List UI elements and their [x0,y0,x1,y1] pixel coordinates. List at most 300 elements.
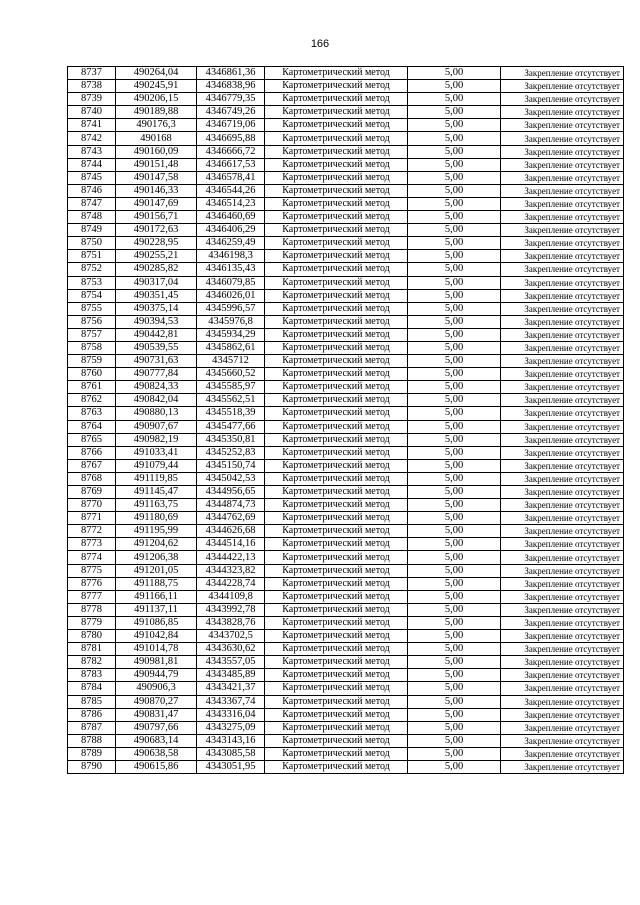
x-coordinate-cell: 490317,04 [116,276,197,289]
point-number-cell: 8744 [68,158,116,171]
accuracy-cell: 5,00 [408,682,501,695]
table-row [68,616,624,629]
point-number-cell: 8751 [68,250,116,263]
accuracy-cell: 5,00 [408,106,501,119]
table-row [68,132,624,145]
fixing-status-cell: Закрепление отсутствует [501,590,624,603]
y-coordinate-cell: 4343828,76 [197,616,265,629]
method-cell: Картометрический метод [265,551,408,564]
accuracy-cell: 5,00 [408,276,501,289]
table-row [68,145,624,158]
fixing-status-cell: Закрепление отсутствует [501,250,624,263]
fixing-status-cell: Закрепление отсутствует [501,394,624,407]
fixing-status-cell: Закрепление отсутствует [501,682,624,695]
fixing-status-cell: Закрепление отсутствует [501,564,624,577]
y-coordinate-cell: 4346861,36 [197,67,265,80]
table-row [68,315,624,328]
point-number-cell: 8775 [68,564,116,577]
method-cell: Картометрический метод [265,341,408,354]
y-coordinate-cell: 4345350,81 [197,433,265,446]
y-coordinate-cell: 4345976,8 [197,315,265,328]
x-coordinate-cell: 490842,04 [116,394,197,407]
accuracy-cell: 5,00 [408,80,501,93]
fixing-status-cell: Закрепление отсутствует [501,145,624,158]
accuracy-cell: 5,00 [408,355,501,368]
fixing-status-cell: Закрепление отсутствует [501,381,624,394]
point-number-cell: 8760 [68,368,116,381]
y-coordinate-cell: 4344874,73 [197,499,265,512]
method-cell: Картометрический метод [265,721,408,734]
table-row [68,682,624,695]
method-cell: Картометрический метод [265,433,408,446]
fixing-status-cell: Закрепление отсутствует [501,171,624,184]
point-number-cell: 8784 [68,682,116,695]
table-row [68,407,624,420]
method-cell: Картометрический метод [265,132,408,145]
point-number-cell: 8766 [68,446,116,459]
y-coordinate-cell: 4344228,74 [197,577,265,590]
point-number-cell: 8755 [68,302,116,315]
fixing-status-cell: Закрепление отсутствует [501,551,624,564]
table-row [68,276,624,289]
accuracy-cell: 5,00 [408,695,501,708]
method-cell: Картометрический метод [265,695,408,708]
x-coordinate-cell: 490375,14 [116,302,197,315]
point-number-cell: 8737 [68,67,116,80]
method-cell: Картометрический метод [265,538,408,551]
accuracy-cell: 5,00 [408,616,501,629]
fixing-status-cell: Закрепление отсутствует [501,315,624,328]
x-coordinate-cell: 490981,81 [116,656,197,669]
fixing-status-cell: Закрепление отсутствует [501,616,624,629]
point-number-cell: 8745 [68,171,116,184]
accuracy-cell: 5,00 [408,747,501,760]
y-coordinate-cell: 4343367,74 [197,695,265,708]
table-row [68,171,624,184]
y-coordinate-cell: 4345712 [197,355,265,368]
table-row [68,747,624,760]
accuracy-cell: 5,00 [408,224,501,237]
fixing-status-cell: Закрепление отсутствует [501,721,624,734]
accuracy-cell: 5,00 [408,171,501,184]
accuracy-cell: 5,00 [408,577,501,590]
table-row [68,630,624,643]
x-coordinate-cell: 490731,63 [116,355,197,368]
point-number-cell: 8790 [68,760,116,773]
table-row [68,237,624,250]
table-row [68,643,624,656]
method-cell: Картометрический метод [265,708,408,721]
x-coordinate-cell: 490147,58 [116,171,197,184]
y-coordinate-cell: 4346198,3 [197,250,265,263]
y-coordinate-cell: 4343485,89 [197,669,265,682]
page-number: 166 [310,38,330,50]
fixing-status-cell: Закрепление отсутствует [501,472,624,485]
fixing-status-cell: Закрепление отсутствует [501,708,624,721]
fixing-status-cell: Закрепление отсутствует [501,433,624,446]
point-number-cell: 8743 [68,145,116,158]
x-coordinate-cell: 490539,55 [116,341,197,354]
y-coordinate-cell: 4346695,88 [197,132,265,145]
accuracy-cell: 5,00 [408,93,501,106]
accuracy-cell: 5,00 [408,145,501,158]
point-number-cell: 8789 [68,747,116,760]
x-coordinate-cell: 491204,62 [116,538,197,551]
accuracy-cell: 5,00 [408,669,501,682]
y-coordinate-cell: 4343992,78 [197,603,265,616]
fixing-status-cell: Закрепление отсутствует [501,407,624,420]
fixing-status-cell: Закрепление отсутствует [501,197,624,210]
method-cell: Картометрический метод [265,420,408,433]
table-row [68,67,624,80]
accuracy-cell: 5,00 [408,302,501,315]
accuracy-cell: 5,00 [408,603,501,616]
y-coordinate-cell: 4346544,26 [197,184,265,197]
fixing-status-cell: Закрепление отсутствует [501,446,624,459]
accuracy-cell: 5,00 [408,564,501,577]
accuracy-cell: 5,00 [408,158,501,171]
point-number-cell: 8757 [68,328,116,341]
fixing-status-cell: Закрепление отсутствует [501,459,624,472]
accuracy-cell: 5,00 [408,263,501,276]
table-row [68,368,624,381]
method-cell: Картометрический метод [265,381,408,394]
x-coordinate-cell: 490264,04 [116,67,197,80]
x-coordinate-cell: 490906,3 [116,682,197,695]
x-coordinate-cell: 490245,91 [116,80,197,93]
method-cell: Картометрический метод [265,407,408,420]
fixing-status-cell: Закрепление отсутствует [501,211,624,224]
y-coordinate-cell: 4346666,72 [197,145,265,158]
table-row [68,106,624,119]
table-row [68,590,624,603]
method-cell: Картометрический метод [265,289,408,302]
point-number-cell: 8781 [68,643,116,656]
fixing-status-cell: Закрепление отсутствует [501,368,624,381]
table-row [68,760,624,773]
fixing-status-cell: Закрепление отсутствует [501,132,624,145]
point-number-cell: 8749 [68,224,116,237]
method-cell: Картометрический метод [265,302,408,315]
point-number-cell: 8746 [68,184,116,197]
y-coordinate-cell: 4346578,41 [197,171,265,184]
y-coordinate-cell: 4344626,68 [197,525,265,538]
table-row [68,446,624,459]
method-cell: Картометрический метод [265,486,408,499]
x-coordinate-cell: 490683,14 [116,734,197,747]
method-cell: Картометрический метод [265,630,408,643]
fixing-status-cell: Закрепление отсутствует [501,486,624,499]
accuracy-cell: 5,00 [408,211,501,224]
fixing-status-cell: Закрепление отсутствует [501,603,624,616]
point-number-cell: 8764 [68,420,116,433]
table-row [68,695,624,708]
fixing-status-cell: Закрепление отсутствует [501,341,624,354]
point-number-cell: 8779 [68,616,116,629]
y-coordinate-cell: 4345150,74 [197,459,265,472]
point-number-cell: 8739 [68,93,116,106]
method-cell: Картометрический метод [265,747,408,760]
y-coordinate-cell: 4344956,65 [197,486,265,499]
fixing-status-cell: Закрепление отсутствует [501,158,624,171]
y-coordinate-cell: 4345477,66 [197,420,265,433]
point-number-cell: 8773 [68,538,116,551]
accuracy-cell: 5,00 [408,590,501,603]
x-coordinate-cell: 491195,99 [116,525,197,538]
x-coordinate-cell: 490189,88 [116,106,197,119]
fixing-status-cell: Закрепление отсутствует [501,119,624,132]
y-coordinate-cell: 4346617,53 [197,158,265,171]
y-coordinate-cell: 4343630,62 [197,643,265,656]
fixing-status-cell: Закрепление отсутствует [501,80,624,93]
y-coordinate-cell: 4346026,01 [197,289,265,302]
y-coordinate-cell: 4344422,13 [197,551,265,564]
fixing-status-cell: Закрепление отсутствует [501,734,624,747]
x-coordinate-cell: 491014,78 [116,643,197,656]
table-row [68,564,624,577]
accuracy-cell: 5,00 [408,721,501,734]
x-coordinate-cell: 490151,48 [116,158,197,171]
method-cell: Картометрический метод [265,603,408,616]
fixing-status-cell: Закрепление отсутствует [501,525,624,538]
table-row [68,551,624,564]
method-cell: Картометрический метод [265,734,408,747]
point-number-cell: 8756 [68,315,116,328]
point-number-cell: 8754 [68,289,116,302]
point-number-cell: 8785 [68,695,116,708]
x-coordinate-cell: 491201,05 [116,564,197,577]
x-coordinate-cell: 490146,33 [116,184,197,197]
table-row [68,341,624,354]
table-row [68,289,624,302]
y-coordinate-cell: 4346135,43 [197,263,265,276]
method-cell: Картометрический метод [265,472,408,485]
method-cell: Картометрический метод [265,119,408,132]
table-row [68,721,624,734]
accuracy-cell: 5,00 [408,512,501,525]
x-coordinate-cell: 491033,41 [116,446,197,459]
point-number-cell: 8740 [68,106,116,119]
x-coordinate-cell: 491163,75 [116,499,197,512]
coordinates-table-body [68,67,624,774]
x-coordinate-cell: 491119,85 [116,472,197,485]
method-cell: Картометрический метод [265,224,408,237]
y-coordinate-cell: 4344323,82 [197,564,265,577]
accuracy-cell: 5,00 [408,184,501,197]
x-coordinate-cell: 490255,21 [116,250,197,263]
method-cell: Картометрический метод [265,525,408,538]
y-coordinate-cell: 4346749,26 [197,106,265,119]
x-coordinate-cell: 490147,69 [116,197,197,210]
x-coordinate-cell: 490172,63 [116,224,197,237]
fixing-status-cell: Закрепление отсутствует [501,93,624,106]
fixing-status-cell: Закрепление отсутствует [501,656,624,669]
accuracy-cell: 5,00 [408,394,501,407]
accuracy-cell: 5,00 [408,525,501,538]
accuracy-cell: 5,00 [408,551,501,564]
accuracy-cell: 5,00 [408,630,501,643]
x-coordinate-cell: 491086,85 [116,616,197,629]
fixing-status-cell: Закрепление отсутствует [501,237,624,250]
table-row [68,433,624,446]
fixing-status-cell: Закрепление отсутствует [501,106,624,119]
accuracy-cell: 5,00 [408,472,501,485]
x-coordinate-cell: 490176,3 [116,119,197,132]
table-row [68,184,624,197]
accuracy-cell: 5,00 [408,708,501,721]
point-number-cell: 8759 [68,355,116,368]
method-cell: Картометрический метод [265,564,408,577]
y-coordinate-cell: 4343316,04 [197,708,265,721]
x-coordinate-cell: 490206,15 [116,93,197,106]
point-number-cell: 8762 [68,394,116,407]
fixing-status-cell: Закрепление отсутствует [501,420,624,433]
accuracy-cell: 5,00 [408,538,501,551]
table-row [68,459,624,472]
x-coordinate-cell: 490982,19 [116,433,197,446]
point-number-cell: 8772 [68,525,116,538]
y-coordinate-cell: 4345042,53 [197,472,265,485]
x-coordinate-cell: 490824,33 [116,381,197,394]
method-cell: Картометрический метод [265,669,408,682]
point-number-cell: 8758 [68,341,116,354]
table-row [68,420,624,433]
point-number-cell: 8771 [68,512,116,525]
table-row [68,119,624,132]
method-cell: Картометрический метод [265,499,408,512]
y-coordinate-cell: 4346406,29 [197,224,265,237]
x-coordinate-cell: 491206,38 [116,551,197,564]
method-cell: Картометрический метод [265,459,408,472]
x-coordinate-cell: 490168 [116,132,197,145]
table-row [68,499,624,512]
table-row [68,603,624,616]
method-cell: Картометрический метод [265,394,408,407]
table-row [68,512,624,525]
method-cell: Картометрический метод [265,577,408,590]
point-number-cell: 8747 [68,197,116,210]
y-coordinate-cell: 4345862,61 [197,341,265,354]
method-cell: Картометрический метод [265,80,408,93]
point-number-cell: 8748 [68,211,116,224]
accuracy-cell: 5,00 [408,250,501,263]
fixing-status-cell: Закрепление отсутствует [501,499,624,512]
x-coordinate-cell: 490880,13 [116,407,197,420]
y-coordinate-cell: 4343085,58 [197,747,265,760]
point-number-cell: 8752 [68,263,116,276]
accuracy-cell: 5,00 [408,315,501,328]
point-number-cell: 8776 [68,577,116,590]
table-row [68,302,624,315]
point-number-cell: 8783 [68,669,116,682]
x-coordinate-cell: 491079,44 [116,459,197,472]
table-row [68,211,624,224]
x-coordinate-cell: 490228,95 [116,237,197,250]
point-number-cell: 8788 [68,734,116,747]
accuracy-cell: 5,00 [408,289,501,302]
accuracy-cell: 5,00 [408,656,501,669]
point-number-cell: 8763 [68,407,116,420]
y-coordinate-cell: 4346259,49 [197,237,265,250]
table-row [68,656,624,669]
method-cell: Картометрический метод [265,276,408,289]
y-coordinate-cell: 4343557,05 [197,656,265,669]
fixing-status-cell: Закрепление отсутствует [501,263,624,276]
table-row [68,197,624,210]
y-coordinate-cell: 4346079,85 [197,276,265,289]
accuracy-cell: 5,00 [408,341,501,354]
method-cell: Картометрический метод [265,237,408,250]
accuracy-cell: 5,00 [408,433,501,446]
y-coordinate-cell: 4345252,83 [197,446,265,459]
method-cell: Картометрический метод [265,145,408,158]
fixing-status-cell: Закрепление отсутствует [501,669,624,682]
accuracy-cell: 5,00 [408,643,501,656]
table-row [68,250,624,263]
y-coordinate-cell: 4344762,69 [197,512,265,525]
point-number-cell: 8778 [68,603,116,616]
method-cell: Картометрический метод [265,656,408,669]
table-row [68,394,624,407]
y-coordinate-cell: 4343421,37 [197,682,265,695]
table-row [68,80,624,93]
x-coordinate-cell: 491180,69 [116,512,197,525]
table-row [68,525,624,538]
accuracy-cell: 5,00 [408,760,501,773]
accuracy-cell: 5,00 [408,67,501,80]
accuracy-cell: 5,00 [408,132,501,145]
method-cell: Картометрический метод [265,197,408,210]
y-coordinate-cell: 4343702,5 [197,630,265,643]
accuracy-cell: 5,00 [408,499,501,512]
table-row [68,472,624,485]
fixing-status-cell: Закрепление отсутствует [501,643,624,656]
x-coordinate-cell: 490944,79 [116,669,197,682]
method-cell: Картометрический метод [265,211,408,224]
method-cell: Картометрический метод [265,446,408,459]
point-number-cell: 8782 [68,656,116,669]
method-cell: Картометрический метод [265,158,408,171]
method-cell: Картометрический метод [265,67,408,80]
y-coordinate-cell: 4346514,23 [197,197,265,210]
y-coordinate-cell: 4343275,09 [197,721,265,734]
x-coordinate-cell: 491188,75 [116,577,197,590]
x-coordinate-cell: 490615,86 [116,760,197,773]
method-cell: Картометрический метод [265,263,408,276]
fixing-status-cell: Закрепление отсутствует [501,224,624,237]
y-coordinate-cell: 4343051,95 [197,760,265,773]
accuracy-cell: 5,00 [408,407,501,420]
y-coordinate-cell: 4343143,16 [197,734,265,747]
x-coordinate-cell: 490285,82 [116,263,197,276]
method-cell: Картометрический метод [265,368,408,381]
y-coordinate-cell: 4344514,16 [197,538,265,551]
accuracy-cell: 5,00 [408,486,501,499]
accuracy-cell: 5,00 [408,381,501,394]
fixing-status-cell: Закрепление отсутствует [501,747,624,760]
point-number-cell: 8777 [68,590,116,603]
x-coordinate-cell: 490907,67 [116,420,197,433]
table-row [68,577,624,590]
point-number-cell: 8787 [68,721,116,734]
y-coordinate-cell: 4345562,51 [197,394,265,407]
y-coordinate-cell: 4346779,35 [197,93,265,106]
accuracy-cell: 5,00 [408,420,501,433]
y-coordinate-cell: 4344109,8 [197,590,265,603]
method-cell: Картометрический метод [265,328,408,341]
method-cell: Картометрический метод [265,643,408,656]
point-number-cell: 8770 [68,499,116,512]
